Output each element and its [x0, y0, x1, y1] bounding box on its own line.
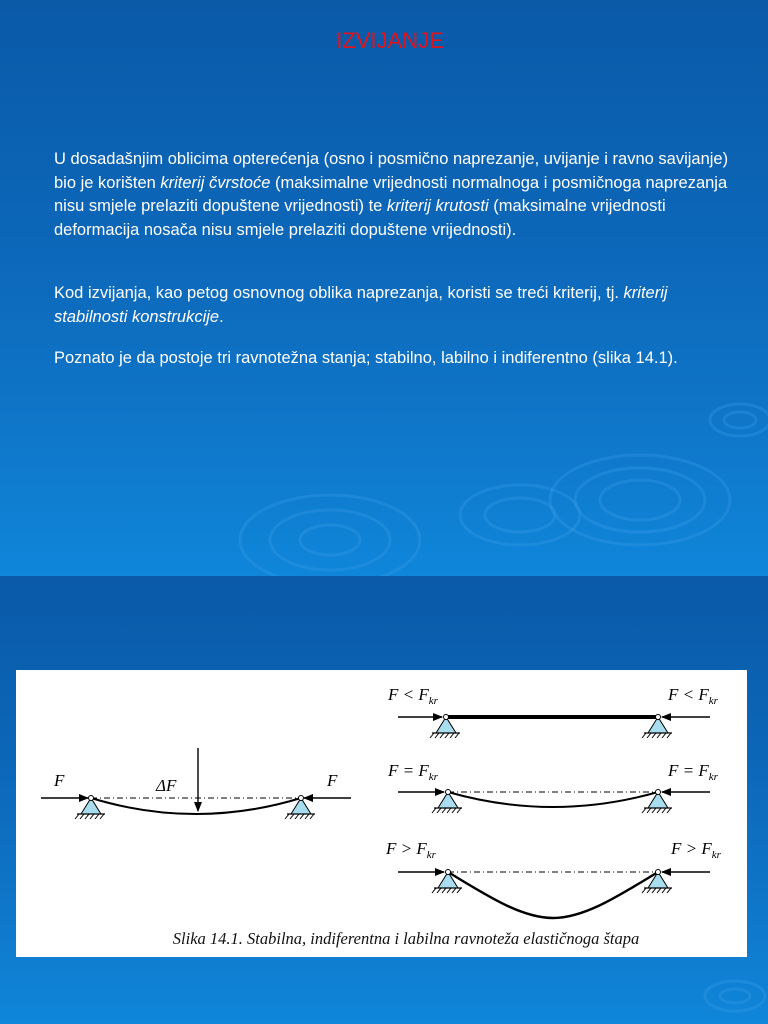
p1-italic-strength: kriterij čvrstoće	[160, 173, 271, 192]
row1-right-label	[667, 685, 719, 707]
row2-right-sub: kr	[708, 771, 718, 783]
row3-right-force: F	[671, 839, 682, 858]
figure-equilibrium	[16, 670, 747, 957]
p2-text-1: Kod izvijanja, kao petog osnovnog oblika naprezanja, koristi se treći kriterij, tj.	[54, 284, 624, 302]
beam-row-stable	[387, 685, 719, 738]
delta-force-label: ΔF	[156, 776, 177, 795]
row1-right-relation: <	[682, 685, 695, 704]
p2-text-2: .	[219, 307, 224, 326]
row2-left-force: F	[388, 761, 399, 780]
right-force-label: F	[327, 771, 338, 790]
row1-left-force: F	[388, 685, 399, 704]
p1-text-1: U dosadašnjim oblicima opterećenja (osno i posmično naprezanje, uvijanje i ravno savijanje) bio je korišten	[54, 150, 729, 192]
beam-row-indifferent	[387, 761, 719, 813]
beam-row-labile	[385, 839, 722, 918]
row3-left-force: F	[386, 839, 397, 858]
row1-left-critical: F	[418, 685, 429, 704]
p2-italic-stability: kriterij stabilnosti konstrukcije	[54, 284, 668, 326]
row2-left-relation: =	[402, 761, 415, 780]
row3-right-label	[670, 839, 722, 861]
row2-left-label	[387, 761, 439, 783]
row2-right-critical: F	[698, 761, 709, 780]
figure-drawing	[16, 670, 747, 957]
p1-text-2: (maksimalne vrijednosti normalnoga i posmičnoga naprezanja nisu smjele prelaziti dopuštene vrijednosti) te	[54, 173, 728, 215]
row2-right-relation: =	[682, 761, 695, 780]
p1-italic-stiffness: kriterij krutosti	[386, 197, 489, 215]
row1-right-force: F	[668, 685, 679, 704]
row1-right-sub: kr	[708, 695, 718, 707]
p3-text-1: Poznato je da postoje tri ravnotežna stanja; stabilno, labilno i indiferentno (slika 14.1).	[54, 349, 678, 367]
row1-right-critical: F	[698, 685, 709, 704]
row2-left-sub: kr	[428, 771, 438, 783]
row1-left-label	[387, 685, 439, 707]
row3-left-label	[385, 839, 437, 861]
slide-title: IZVIJANJE	[336, 28, 444, 53]
row2-right-label	[667, 761, 719, 783]
row3-right-critical: F	[701, 839, 712, 858]
row3-left-sub: kr	[426, 849, 436, 861]
row2-right-force: F	[668, 761, 679, 780]
row3-left-relation: >	[400, 839, 413, 858]
left-beam-diagram	[41, 748, 351, 819]
figure-caption: Slika 14.1. Stabilna, indiferentna i labilna ravnoteža elastičnoga štapa	[172, 929, 640, 948]
row3-right-relation: >	[685, 839, 698, 858]
row2-left-critical: F	[418, 761, 429, 780]
paragraph-criteria	[54, 148, 744, 242]
paragraph-buckling	[54, 282, 744, 329]
row1-left-relation: <	[402, 685, 415, 704]
p1-text-3: (maksimalne vrijednosti deformacija nosača nisu smjele prelaziti dopuštene vrijednosti).	[54, 197, 666, 239]
row3-right-sub: kr	[711, 849, 721, 861]
row3-left-critical: F	[416, 839, 427, 858]
paragraph-equilibrium	[54, 347, 744, 371]
left-force-label: F	[54, 771, 65, 790]
row1-left-sub: kr	[428, 695, 438, 707]
